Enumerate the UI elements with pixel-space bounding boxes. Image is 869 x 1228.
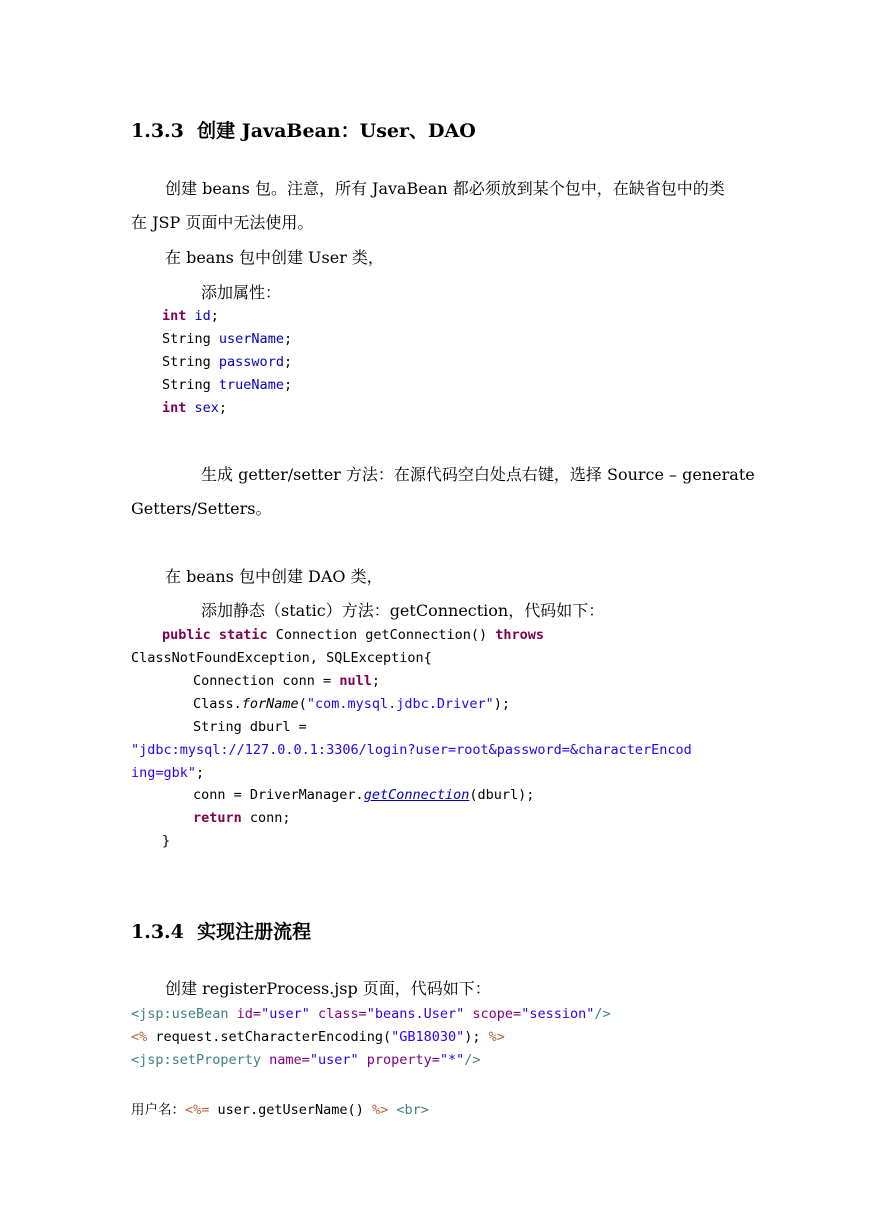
code-delimiter: <% [131, 1029, 148, 1045]
paragraph-create-dao-class: 在 beans 包中创建 DAO 类， [165, 567, 383, 586]
code-text: Connection getConnection() [267, 627, 496, 643]
code-attr: id= [236, 1006, 262, 1022]
code-string: "beans.User" [366, 1006, 473, 1022]
code-line [193, 696, 510, 712]
code-string: "user" [309, 1052, 367, 1068]
code-text: ; [196, 765, 205, 781]
code-type: String [162, 354, 211, 370]
code-text: Class. [193, 696, 242, 712]
code-line: String trueName; [162, 377, 293, 393]
code-field: password [218, 354, 284, 370]
code-tag: <br> [396, 1102, 429, 1118]
code-keyword: public static [162, 627, 268, 643]
code-line: "jdbc:mysql://127.0.0.1:3306/login?user=root&password=&characterEncod [131, 742, 692, 758]
code-text: conn; [241, 810, 291, 826]
code-field: trueName [218, 377, 284, 393]
code-line [193, 787, 534, 803]
code-type: String [162, 331, 211, 347]
code-tag: <jsp:useBean [131, 1006, 237, 1022]
code-keyword: int [162, 308, 187, 324]
code-text: user.getUserName() [209, 1102, 372, 1118]
code-text: Connection conn = [193, 673, 340, 689]
code-tag: /> [594, 1006, 611, 1022]
code-field: userName [218, 331, 284, 347]
paragraph-add-static-method: 添加静态（static）方法：getConnection，代码如下： [201, 601, 605, 620]
code-line [131, 765, 204, 781]
code-delimiter: %> [488, 1029, 505, 1045]
paragraph-beans-package-line1: 创建 beans 包。注意，所有 JavaBean 都必须放到某个包中，在缺省包中的类 [165, 179, 725, 198]
paragraph-create-user-class: 在 beans 包中创建 User 类， [165, 248, 384, 267]
code-text: 用户名： [131, 1102, 185, 1118]
code-string: "*" [439, 1052, 465, 1068]
code-keyword: int [162, 400, 187, 416]
section-134-heading: 1.3.4 实现注册流程 [131, 921, 312, 943]
code-tag: <jsp:setProperty [131, 1052, 270, 1068]
code-string: ing=gbk" [131, 765, 197, 781]
code-string: "GB18030" [391, 1029, 465, 1045]
code-line [131, 1006, 611, 1022]
code-attr: class= [317, 1006, 367, 1022]
code-attr: scope= [472, 1006, 522, 1022]
paragraph-create-register-jsp: 创建 registerProcess.jsp 页面，代码如下： [165, 979, 491, 998]
code-line: int id; [162, 308, 219, 324]
code-delimiter: <%= [185, 1102, 210, 1118]
code-field: id [194, 308, 211, 324]
code-line [193, 673, 380, 689]
code-string: "session" [521, 1006, 595, 1022]
code-string: "com.mysql.jdbc.Driver" [306, 696, 494, 712]
code-line [193, 810, 291, 826]
code-delimiter: %> [371, 1102, 389, 1118]
paragraph-beans-package-line2: 在 JSP 页面中无法使用。 [131, 213, 314, 232]
code-line: } [162, 833, 171, 849]
code-text: conn = DriverManager. [193, 787, 364, 803]
code-keyword: null [339, 673, 372, 689]
code-method: getConnection [363, 787, 470, 803]
code-line [131, 1029, 505, 1045]
paragraph-generate-getters-line2: Getters/Setters。 [131, 499, 272, 518]
code-type: String [162, 377, 211, 393]
code-line: int sex; [162, 400, 228, 416]
code-method: forName [241, 696, 299, 712]
code-tag: /> [464, 1052, 481, 1068]
code-text: (dburl); [469, 787, 535, 803]
code-text: ); [493, 696, 511, 712]
code-field: sex [194, 400, 219, 416]
code-line [131, 1052, 481, 1068]
code-keyword: return [193, 810, 242, 826]
code-text: ( [298, 696, 307, 712]
code-attr: property= [366, 1052, 440, 1068]
code-attr: name= [269, 1052, 310, 1068]
code-line: String dburl = [193, 719, 307, 735]
code-line: String password; [162, 354, 293, 370]
code-line: ClassNotFoundException, SQLException{ [131, 650, 432, 666]
code-line: String userName; [162, 331, 293, 347]
code-line [131, 1098, 429, 1118]
code-text: ; [371, 673, 380, 689]
section-133-heading: 1.3.3 创建 JavaBean：User、DAO [131, 120, 476, 142]
code-text: ); [464, 1029, 489, 1045]
paragraph-generate-getters-line1: 生成 getter/setter 方法：在源代码空白处点右键，选择 Source – generate [201, 465, 755, 484]
paragraph-add-attributes: 添加属性： [201, 283, 282, 302]
code-keyword: throws [495, 627, 545, 643]
code-line [162, 627, 544, 643]
code-text: request.setCharacterEncoding( [147, 1029, 392, 1045]
code-string: "user" [261, 1006, 318, 1022]
